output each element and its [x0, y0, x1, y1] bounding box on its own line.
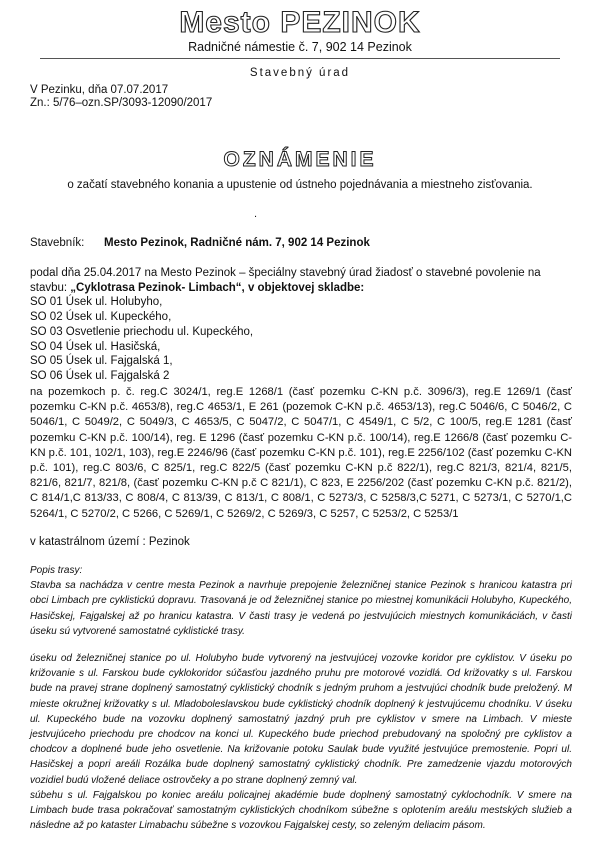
builder-row — [30, 236, 570, 251]
city-address: Radničné námestie č. 7, 902 14 Pezinok — [188, 40, 412, 54]
route-paragraph-2: úseku od železničnej stanice po ul. Holubyho bude vytvorený na jestvujúcej vozovke koridor pre cyklistov. V úseku po križovanie s ul. Farskou bude cyklokoridor súčasťou jazdného pruhu pre motorové vozidlá. Od križovatky s ul. Farskou bude na pravej strane doplnený samostatný cyklistický chodník s jedným pruhom a jestvujúci chodník bude preložený. M mieste okružnej križovatky s ul. Mladoboleslavskou bude cyklistický chodník doplnený k jestvujúcemu chodníku. V úseku ul. Kupeckého bude na vozovku doplnený samostatný jazdný pruh pre cyklistov v smere na Limbach. V mieste jestvujúceho priechodu pre chodcov na konci ul. Kupeckého bude priechod prebudovaný na spoločný pre cyklistov a chodcov a doplnené bude jeho osvetlenie. Na križovanie potoku Saulak bude využité jestvujúce premostenie. Popri ul. Hasičskej a popri areáli Rozálka bude doplnený samostatný cyklistický chodník. Pre zamedzenie vjazdu motorových vozidiel budú vložené deliace ostrovčeky a po strane doplnený zemný val. — [30, 653, 572, 786]
route-paragraph-3: súbehu s ul. Fajgalskou po koniec areálu policajnej akadémie bude doplnený samostatný cyklochodník. V smere na Limbach bude trasa pokračovať samostatným cyklistických chodníkom súbežne s oplotením areálu mestských služieb a následne až po kataster Limabachu súbežne s vozovkou Fajgalskej cesty, so zeleným deliacim pásom. — [30, 789, 572, 832]
application-line2-prefix: stavbu: — [30, 281, 71, 294]
route-description — [30, 563, 572, 833]
header-divider — [40, 58, 560, 59]
notice-heading: OZNÁMENIE — [223, 148, 377, 171]
object-item: SO 02 Úsek ul. Kupeckého, — [30, 311, 172, 324]
city-title: Mesto PEZINOK — [179, 6, 421, 39]
reference-number: Zn.: 5/76–ozn.SP/3093-12090/2017 — [30, 97, 213, 109]
route-paragraph-1: Stavba sa nachádza v centre mesta Pezinok a navrhuje prepojenie železničnej stanice Pezinok s hranicou katastra pri obci Limbach pre cyklistickú dopravu. Trasovaná je od železničnej stanice po miestnej komunikácii Holubyho, Kupeckého, Hasičskej, Fajgalskej až po hranicu katastra. V časti trasy je vedená po jestvujúcich miestnych komunikáciách, v časti úseku sú vytvorené samostatné cyklistické trasy. — [30, 580, 572, 637]
object-item: SO 03 Osvetlenie priechodu ul. Kupeckého, — [30, 325, 254, 338]
parcels-paragraph: na pozemkoch p. č. reg.C 3024/1, reg.E 1268/1 (časť pozemku C-KN p.č. 3096/3), reg.E 1269/1 (časť pozemku C-KN p.č. 4653/8), reg.C 4653/1, E 261 (pozemok C-KN p.č. 4653/13), reg.C 5046/6, C 5046/2, C 5046/1, C 5049/2, C 5049/3, C 4653/5, C 5047/2, C 5047/1, C 4549/1, C 5/2, C 100/5, reg.E 1281 (časť pozemku C-KN p.č. 100/14), reg. E 1296 (časť pozemku C-KN p.č. 100/14), reg.E 1266/8 (časť pozemku C-KN p.č. 101, 102/1, 103), reg.E 2246/96 (časť pozemku C-KN p.č. 101), reg.E 2256/102 (časť pozemku C-KN p.č. 101), reg.C 803/6, C 825/1, reg.C 822/5 (časť pozemku C-KN p.č 822/1), reg.C 821/3, 821/4, 821/5, 821/6, 821/7, 821/8, (časť pozemku C-KN p.č C 821/1), C 823, E 2256/202 (časť pozemku C-KN p.č. 821/2), C 814/1,C 813/33, C 808/4, C 813/39, C 813/1, C 808/1, C 5273/3, C 5258/3,C 5271, C 5273/1, C 5270/1,C 5264/1, C 5270/2, C 5266, C 5269/1, C 5269/2, C 5269/3, C 5257, C 5253/2, C 5253/1 — [30, 386, 572, 520]
builder-label: Stavebník: — [30, 237, 85, 249]
notice-subheading: o začatí stavebného konania a upustenie od ústneho pojednávania a miestneho zisťovania. — [67, 179, 533, 191]
builder-value: Mesto Pezinok, Radničné nám. 7, 902 14 Pezinok — [104, 237, 370, 249]
application-line2 — [30, 281, 575, 296]
object-item: SO 04 Úsek ul. Hasičská, — [30, 340, 161, 353]
object-item: SO 01 Úsek ul. Holubyho, — [30, 296, 163, 309]
cadastre-line: v katastrálnom území : Pezinok — [30, 536, 190, 548]
object-item: SO 06 Úsek ul. Fajgalská 2 — [30, 369, 170, 382]
date-line: V Pezinku, dňa 07.07.2017 — [30, 84, 169, 96]
office-name: Stavebný úrad — [249, 67, 351, 79]
stray-dot: . — [254, 208, 258, 220]
object-item: SO 05 Úsek ul. Fajgalská 1, — [30, 355, 173, 368]
construction-title: „Cyklotrasa Pezinok- Limbach“, v objektovej skladbe: — [70, 281, 365, 294]
application-block — [30, 266, 575, 384]
route-heading: Popis trasy: — [30, 565, 83, 576]
application-line1: podal dňa 25.04.2017 na Mesto Pezinok – špeciálny stavebný úrad žiadosť o stavebné povolenie na — [30, 267, 541, 279]
